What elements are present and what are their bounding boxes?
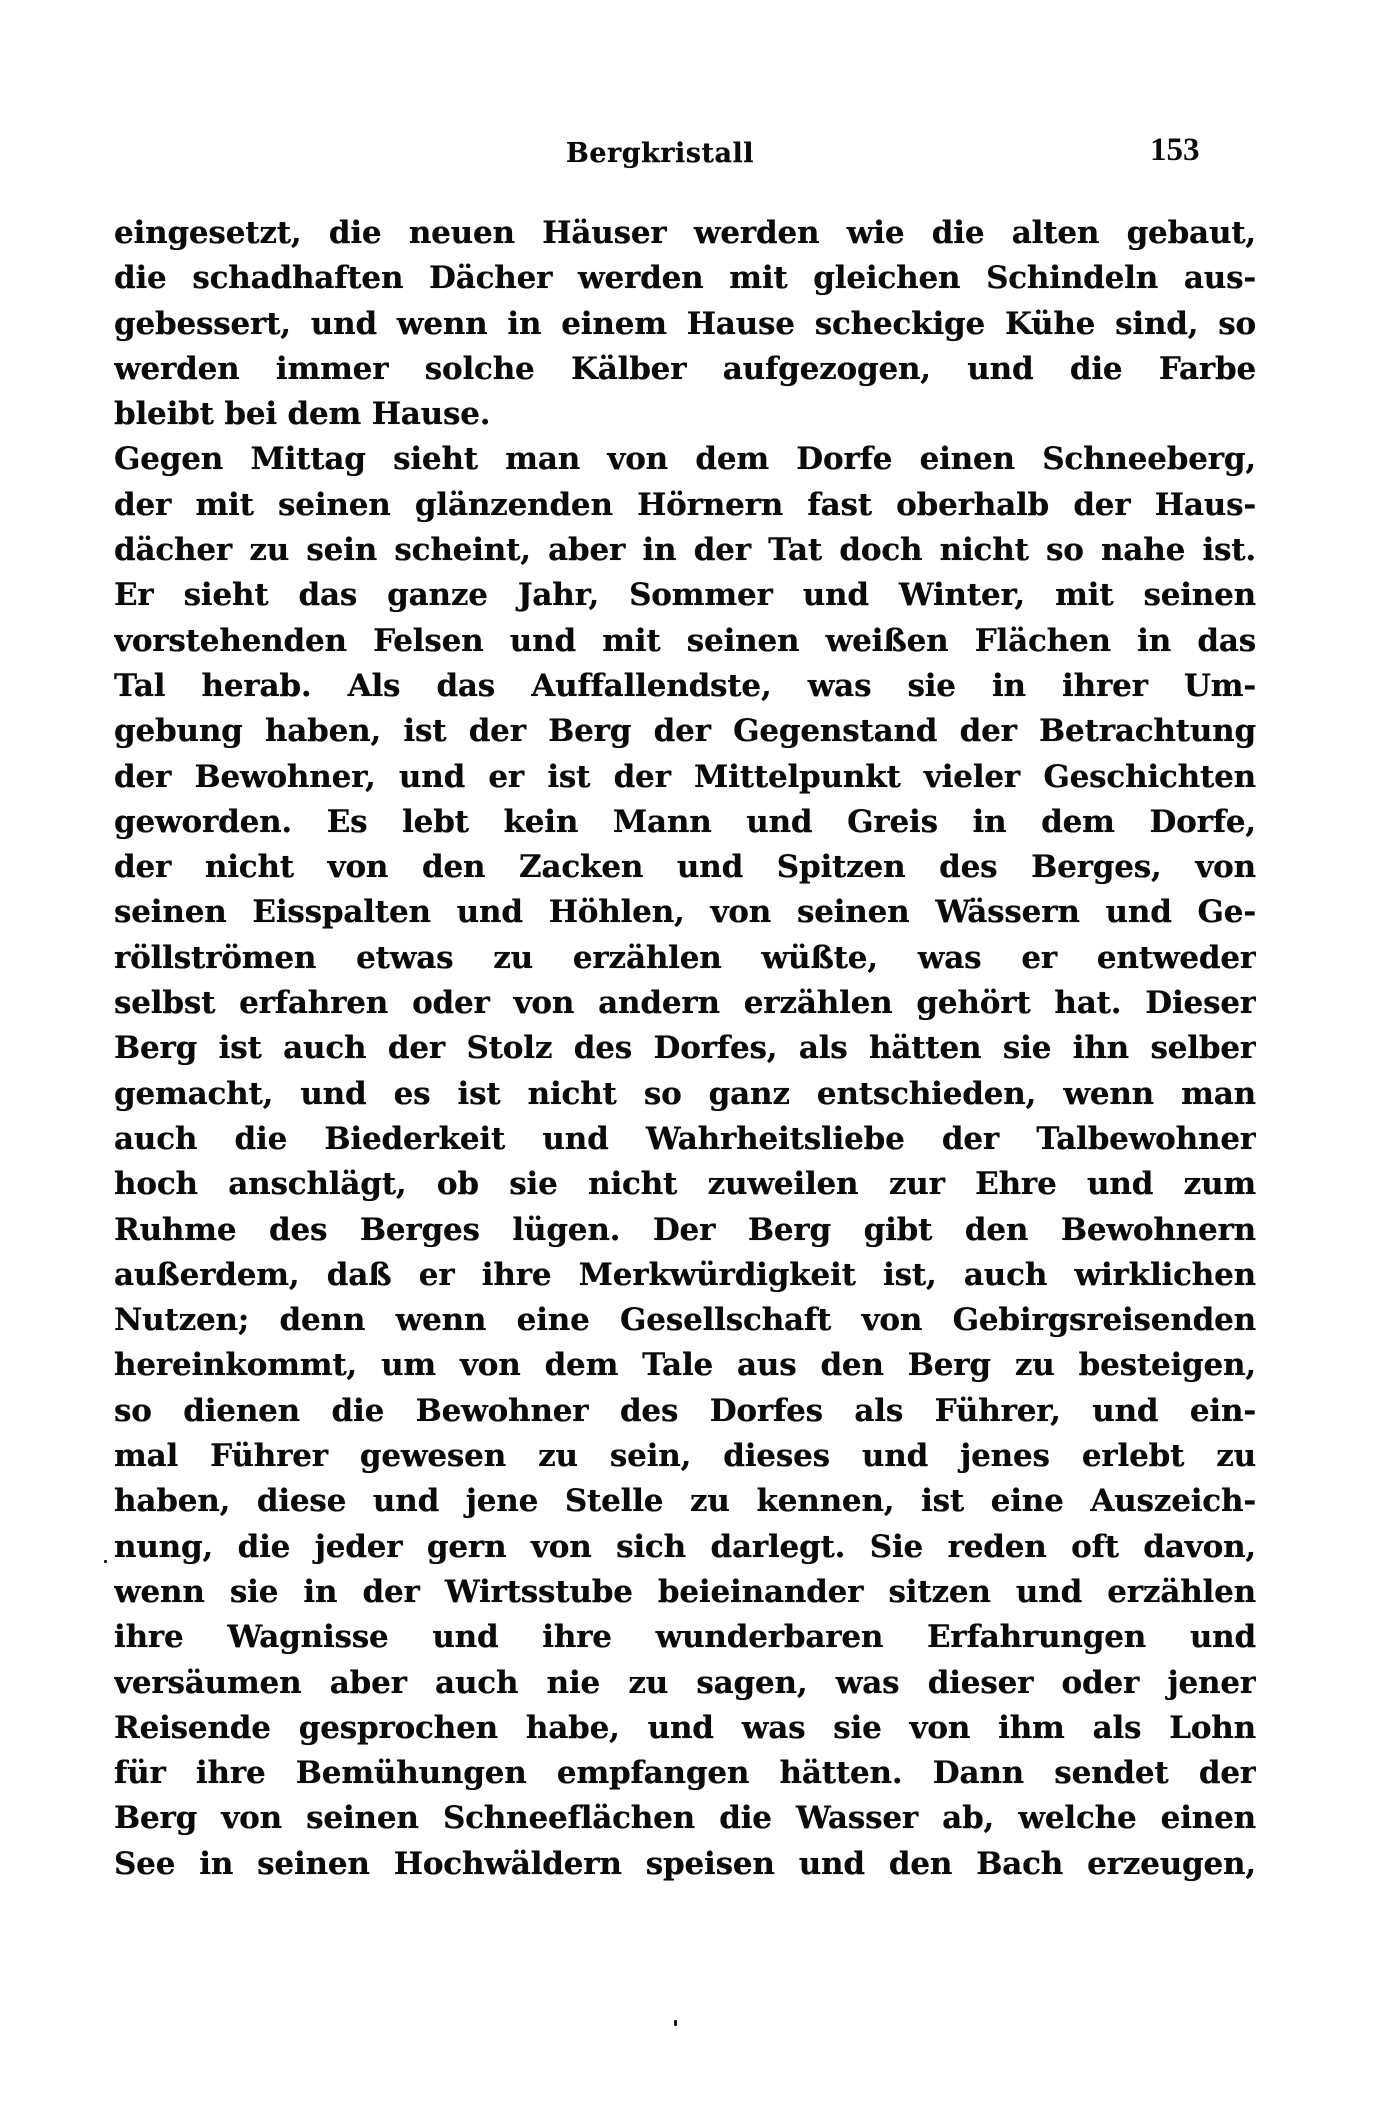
text-line: außerdem, daß er ihre Merkwürdigkeit ist, auch wirklichen — [114, 1256, 1256, 1293]
text-line: hoch anschlägt, ob sie nicht zuweilen zur Ehre und zum — [114, 1166, 1256, 1203]
text-line: Berg ist auch der Stolz des Dorfes, als hätten sie ihn selber — [114, 1030, 1256, 1067]
text-line: versäumen aber auch nie zu sagen, was dieser oder jener — [114, 1664, 1256, 1701]
text-line: dächer zu sein scheint, aber in der Tat doch nicht so nahe ist. — [114, 532, 1256, 569]
text-line: selbst erfahren oder von andern erzählen gehört hat. Dieser — [114, 985, 1256, 1022]
text-line: Berg von seinen Schneeflächen die Wasser ab, welche einen — [114, 1800, 1256, 1837]
text-line: haben, diese und jene Stelle zu kennen, ist eine Auszeich- — [114, 1483, 1256, 1520]
text-line: Nutzen; denn wenn eine Gesellschaft von Gebirgsreisenden — [114, 1302, 1256, 1339]
text-line: für ihre Bemühungen empfangen hätten. Dann sendet der — [114, 1755, 1256, 1792]
text-line: bleibt bei dem Hause. — [114, 396, 491, 433]
text-line: Reisende gesprochen habe, und was sie von ihm als Lohn — [114, 1709, 1256, 1746]
text-line: hereinkommt, um von dem Tale aus den Berg zu besteigen, — [114, 1347, 1256, 1384]
text-line: röllströmen etwas zu erzählen wüßte, was er entweder — [114, 939, 1256, 976]
scan-speck — [104, 1560, 107, 1563]
text-line: wenn sie in der Wirtsstube beieinander sitzen und erzählen — [114, 1573, 1256, 1610]
text-line: auch die Biederkeit und Wahrheitsliebe der Talbewohner — [114, 1120, 1256, 1157]
text-line: Gegen Mittag sieht man von dem Dorfe einen Schneeberg, — [114, 441, 1256, 478]
scan-speck — [674, 2020, 677, 2026]
text-line: der nicht von den Zacken und Spitzen des Berges, von — [114, 849, 1256, 886]
text-line: gebung haben, ist der Berg der Gegenstand der Betrachtung — [114, 713, 1256, 750]
text-line: der mit seinen glänzenden Hörnern fast oberhalb der Haus- — [114, 486, 1256, 523]
body-text — [114, 211, 1256, 1887]
text-line: Er sieht das ganze Jahr, Sommer und Winter, mit seinen — [114, 577, 1256, 614]
text-line: gebessert, und wenn in einem Hause scheckige Kühe sind, so — [114, 305, 1256, 342]
text-line: so dienen die Bewohner des Dorfes als Führer, und ein- — [114, 1392, 1256, 1429]
text-line: mal Führer gewesen zu sein, dieses und jenes erlebt zu — [114, 1438, 1256, 1475]
text-line: der Bewohner, und er ist der Mittelpunkt vieler Geschichten — [114, 758, 1256, 795]
text-line: nung, die jeder gern von sich darlegt. Sie reden oft davon, — [114, 1528, 1256, 1565]
text-line: vorstehenden Felsen und mit seinen weißen Flächen in das — [114, 622, 1256, 659]
running-header-title: Bergkristall — [566, 138, 754, 169]
page-number: 153 — [1150, 132, 1200, 168]
text-line: werden immer solche Kälber aufgezogen, und die Farbe — [114, 350, 1256, 387]
text-line: Ruhme des Berges lügen. Der Berg gibt den Bewohnern — [114, 1211, 1256, 1248]
paragraph — [114, 437, 1256, 1887]
text-line: die schadhaften Dächer werden mit gleichen Schindeln aus- — [114, 260, 1256, 297]
text-line: Tal herab. Als das Auffallendste, was sie in ihrer Um- — [114, 667, 1256, 704]
text-line: geworden. Es lebt kein Mann und Greis in dem Dorfe, — [114, 803, 1256, 840]
text-line: eingesetzt, die neuen Häuser werden wie die alten gebaut, — [114, 215, 1256, 251]
text-line: seinen Eisspalten und Höhlen, von seinen Wässern und Ge- — [114, 894, 1256, 931]
text-line: gemacht, und es ist nicht so ganz entschieden, wenn man — [114, 1075, 1256, 1112]
text-line: See in seinen Hochwäldern speisen und den Bach erzeugen, — [114, 1845, 1256, 1882]
text-line: ihre Wagnisse und ihre wunderbaren Erfahrungen und — [114, 1619, 1256, 1656]
paragraph — [114, 211, 1256, 437]
